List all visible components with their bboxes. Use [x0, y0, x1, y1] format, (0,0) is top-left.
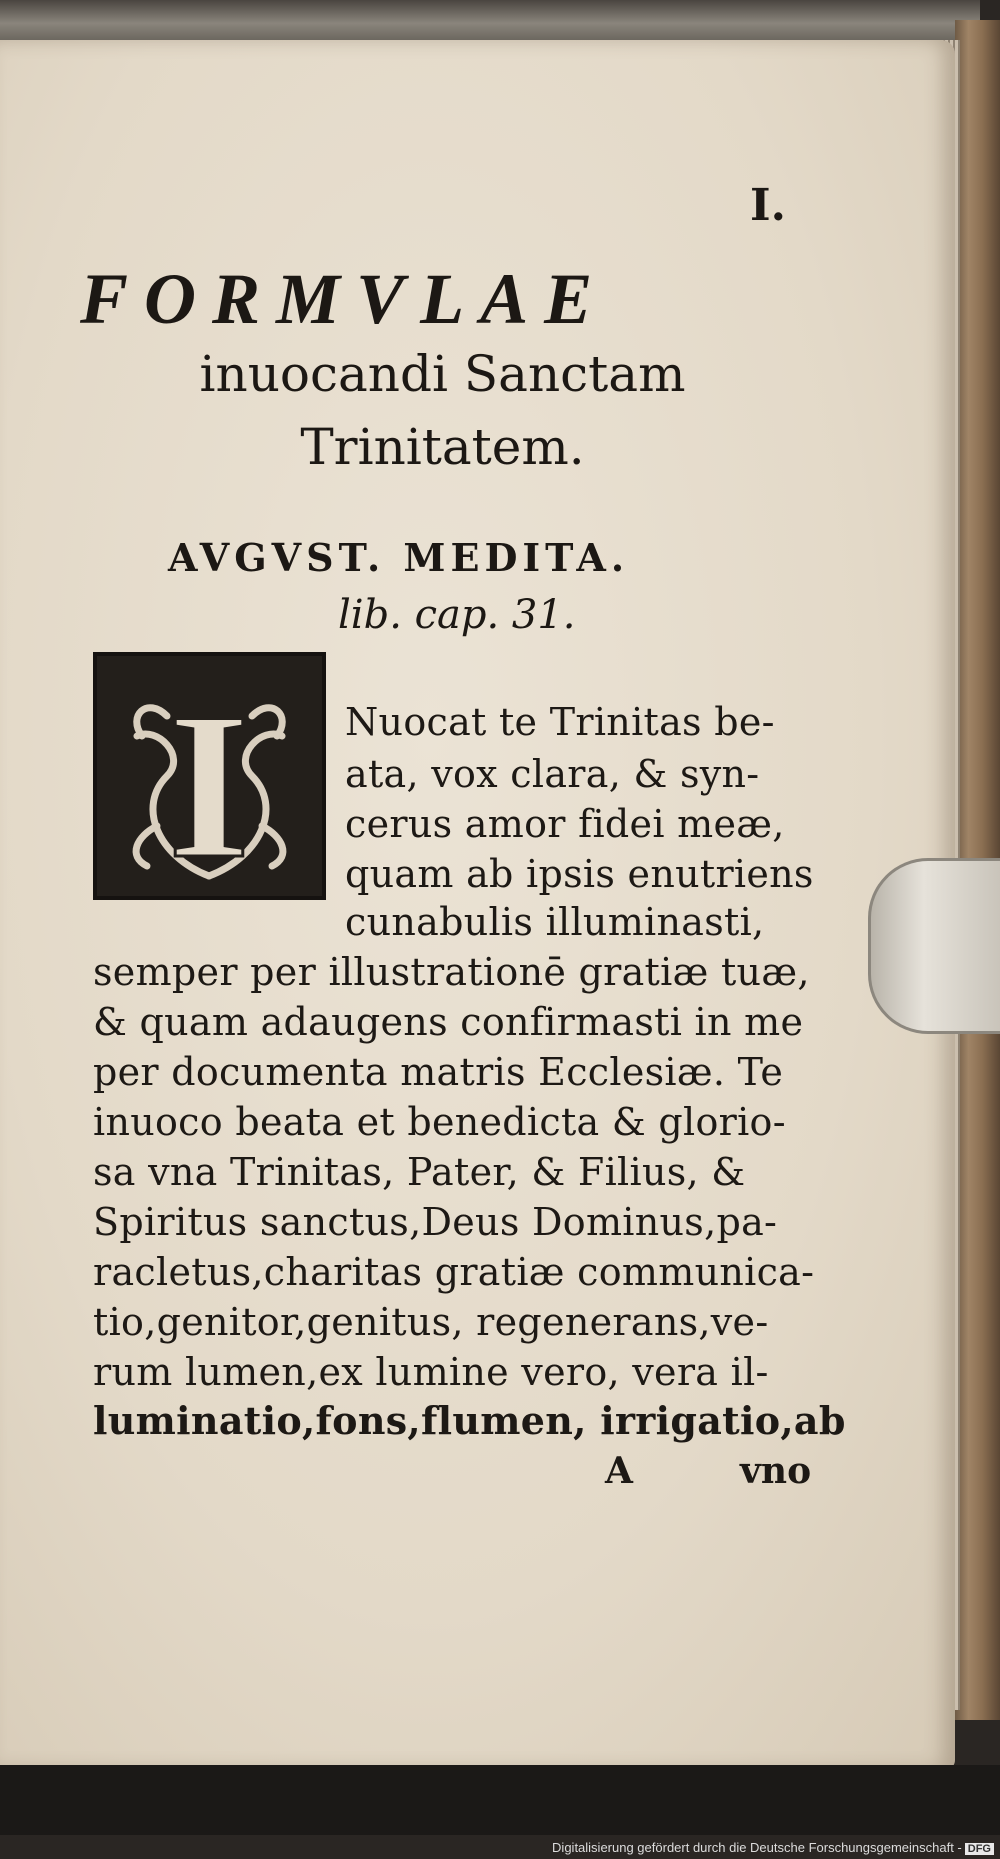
text-line: semper per illustrationē gratiæ tuæ,: [93, 950, 810, 994]
author-heading: AVGVST. MEDITA.: [168, 535, 630, 580]
initial-letter: I: [168, 670, 250, 896]
text-line: rum lumen,ex lumine vero, vera il-: [93, 1350, 769, 1394]
catchword: vno: [740, 1450, 812, 1492]
subtitle-line-2: Trinitatem.: [300, 418, 585, 476]
text-line: luminatio,fons,flumen, irrigatio,ab: [93, 1398, 846, 1443]
signature-mark: A: [605, 1450, 633, 1492]
text-line: cerus amor fidei meæ,: [345, 802, 785, 846]
text-line: Nuocat te Trinitas be-: [345, 700, 775, 744]
ornament-icon: [97, 656, 322, 896]
decorated-initial: [93, 652, 326, 900]
credit-text: Digitalisierung gefördert durch die Deutsche Forschungsgemeinschaft -: [552, 1840, 962, 1855]
digitization-credit: [552, 1840, 994, 1855]
folio-number: I.: [750, 180, 786, 231]
text-line: per documenta matris Ecclesiæ. Te: [93, 1050, 784, 1094]
dfg-logo: DFG: [965, 1843, 994, 1855]
text-line: tio,genitor,genitus, regenerans,ve-: [93, 1300, 769, 1344]
text-line: cunabulis illuminasti,: [345, 900, 765, 944]
text-line: sa vna Trinitas, Pater, & Filius, &: [93, 1150, 746, 1194]
text-line: racletus,charitas gratiæ communica-: [93, 1250, 815, 1294]
text-line: inuoco beata et benedicta & glorio-: [93, 1100, 786, 1144]
text-line: quam ab ipsis enutriens: [345, 852, 814, 896]
source-reference: lib. cap. 31.: [338, 592, 576, 638]
scan-background: [0, 1765, 1000, 1835]
subtitle-line-1: inuocandi Sanctam: [199, 345, 686, 403]
page-title: FORMVLAE: [80, 259, 609, 339]
text-line: Spiritus sanctus,Deus Dominus,pa-: [93, 1200, 778, 1244]
text-line: ata, vox clara, & syn-: [345, 752, 760, 796]
page-clip: [868, 858, 1000, 1034]
text-line: & quam adaugens confirmasti in me: [93, 1000, 804, 1044]
